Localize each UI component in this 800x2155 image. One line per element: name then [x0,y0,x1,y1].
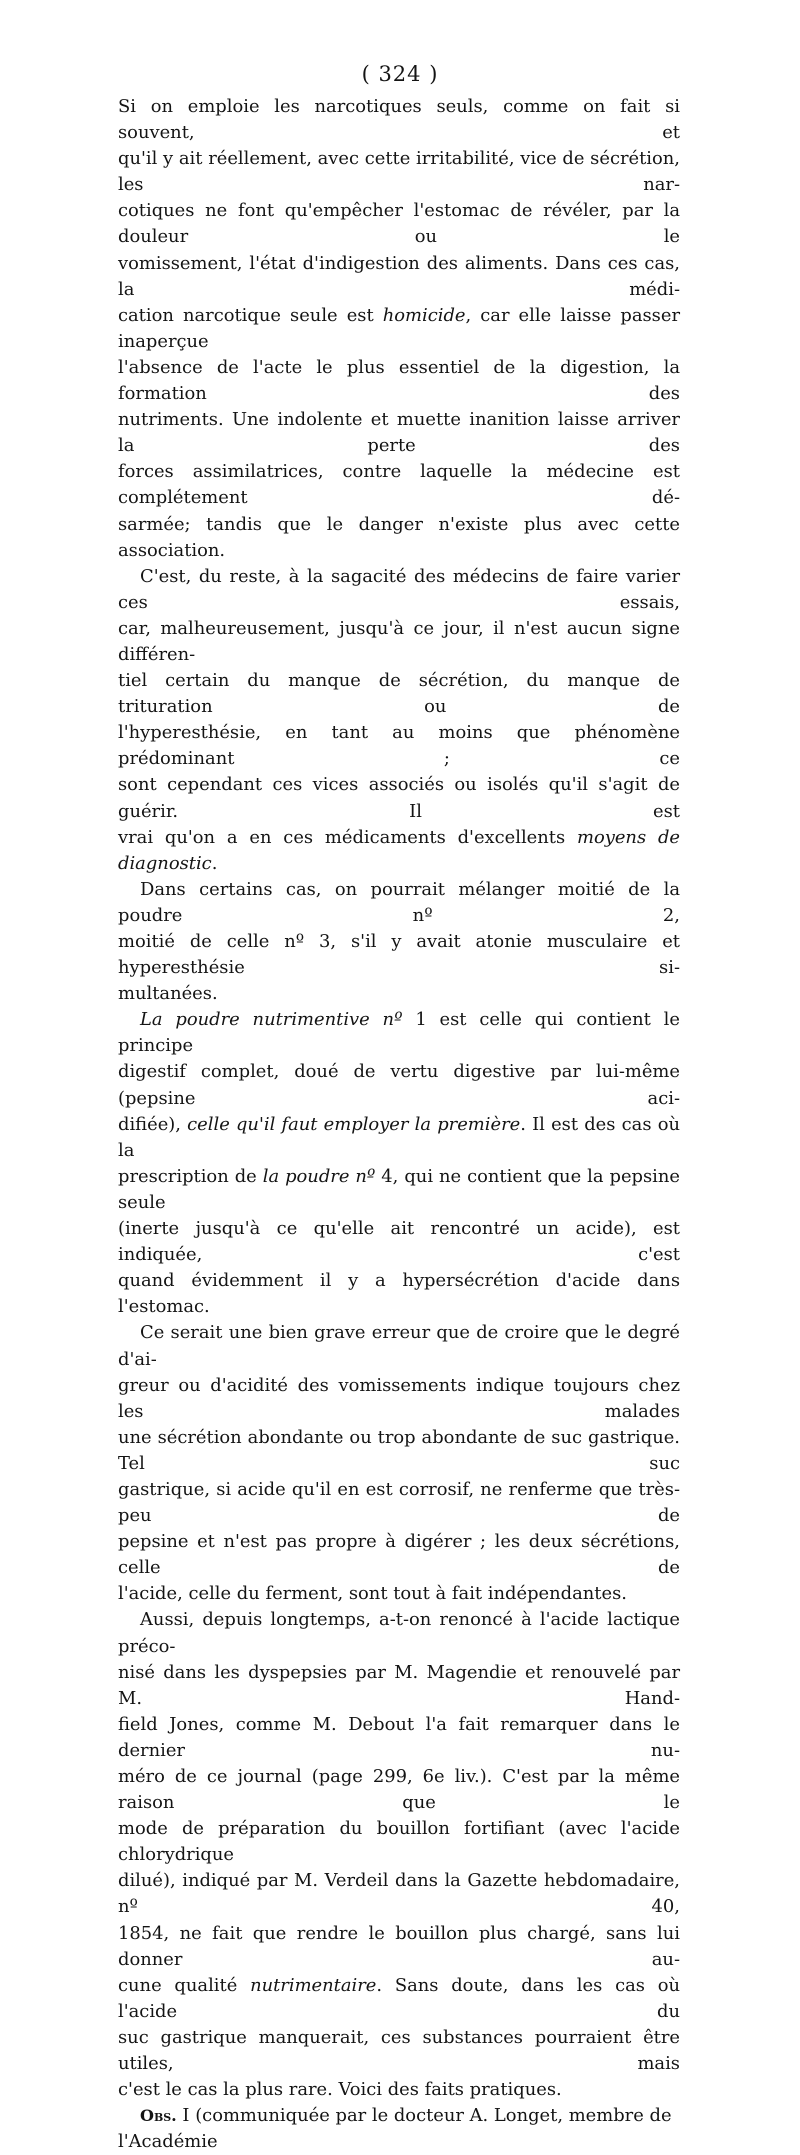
text-line [118,772,680,824]
text-run: multanées. [118,983,218,1005]
text-run: quand évidemment il y a hypersécrétion d'acide dans l'estomac. [118,1270,680,1318]
text-run: cation narcotique seule est [118,304,383,326]
text-run: Si on emploie les narcotiques seuls, comme on fait si souvent, et [118,96,680,144]
text-run: dilué), indiqué par M. Verdeil dans la Gazette hebdomadaire, nº 40, [118,1870,680,1918]
text-run: prescription de [118,1165,263,1187]
italic-run: homicide [382,304,466,326]
text-line [118,1268,680,1320]
text-run: l'acide, celle du ferment, sont tout à fait indépendantes. [118,1583,627,1605]
text-line [118,1477,680,1529]
italic-run: La poudre nutrimentive nº [140,1009,403,1031]
text-line [118,1373,680,1425]
text-run: cotiques ne font qu'empêcher l'estomac de révéler, par la douleur ou le [118,200,680,248]
italic-run: nutrimentaire [250,1974,377,1996]
text-run: sont cependant ces vices associés ou isolés qu'il s'agit de guérir. Il est [118,774,680,822]
text-line [118,355,680,407]
text-run: 4, qui ne contient que la pepsine seule [118,1165,680,1213]
text-run: vrai qu'on a en ces médicaments d'excellents [118,826,577,848]
text-run: nutriments. Une indolente et muette inanition laisse arriver la perte des [118,409,680,457]
obs-text: I (communiquée par le docteur A. Longet, membre de l'Académie [118,2105,672,2153]
text-line [118,720,680,772]
text-line [118,1921,680,1973]
text-run: . [211,852,218,874]
text-run: moitié de celle nº 3, s'il y avait atonie musculaire et hyperesthésie si- [118,931,680,979]
text-run: greur ou d'acidité des vomissements indique toujours chez les malades [118,1374,680,1422]
text-run: forces assimilatrices, contre laquelle la médecine est complétement dé- [118,461,680,509]
text-line [118,459,680,511]
text-line [118,564,680,616]
obs-label: Obs. [140,2106,177,2126]
text-line [118,251,680,303]
text-run: Ce serait une bien grave erreur que de croire que le degré d'ai- [118,1322,680,1370]
text-run: sarmée; tandis que le danger n'existe plus avec cette association. [118,513,680,561]
text-line [118,1007,680,1059]
text-line [118,616,680,668]
text-run: suc gastrique manquerait, ces substances pourraient être utiles, mais [118,2026,680,2075]
text-run: pepsine et n'est pas propre à digérer ; les deux sécrétions, celle de [118,1531,680,1579]
text-line [118,2077,680,2103]
text-run: . Il est des cas où la [118,1113,680,1161]
text-line [118,198,680,250]
text-line [118,407,680,459]
text-line [118,1164,680,1216]
text-line [118,929,680,981]
text-run: c'est le cas la plus rare. Voici des faits pratiques. [118,2079,562,2101]
text-run: l'hyperesthésie, en tant au moins que phénomène prédominant ; ce [118,722,680,770]
text-line [118,1581,680,1607]
text-run: field Jones, comme M. Debout l'a fait remarquer dans le dernier nu- [118,1713,680,1761]
body-text [118,94,680,2155]
text-line [118,1059,680,1111]
text-line [118,1425,680,1477]
text-run: tiel certain du manque de sécrétion, du manque de trituration ou de [118,670,680,718]
text-line [118,512,680,564]
text-run: Aussi, depuis longtemps, a-t-on renoncé à l'acide lactique préco- [118,1609,680,1657]
text-line [118,1764,680,1816]
text-run: . Sans doute, dans les cas où l'acide du [118,1974,680,2022]
text-run: 1854, ne fait que rendre le bouillon plus chargé, sans lui donner au- [118,1922,680,1970]
text-line [118,1973,680,2025]
text-run: , car elle laisse passer inaperçue [118,304,680,352]
text-run: digestif complet, doué de vertu digestive par lui-même (pepsine aci- [118,1061,680,1109]
text-run: une sécrétion abondante ou trop abondante de suc gastrique. Tel suc [118,1426,680,1474]
text-run: gastrique, si acide qu'il en est corrosif, ne renferme que très-peu de [118,1478,680,1527]
text-line [118,1712,680,1764]
italic-run: celle qu'il faut employer la première [187,1113,521,1135]
text-line [118,1112,680,1164]
text-line [118,877,680,929]
text-line [118,2025,680,2077]
obs-line [118,2103,680,2155]
text-run: cune qualité [118,1974,251,1996]
page-number: ( 324 ) [361,62,439,86]
text-run: (inerte jusqu'à ce qu'elle ait rencontré un acide), est indiquée, c'est [118,1218,680,1266]
text-line [118,1660,680,1712]
text-line [118,94,680,146]
text-run: mode de préparation du bouillon fortifiant (avec l'acide chlorydrique [118,1818,680,1866]
text-run: car, malheureusement, jusqu'à ce jour, il n'est aucun signe différen- [118,617,680,665]
text-run: méro de ce journal (page 299, 6e liv.). C'est par la même raison que le [118,1766,680,1814]
text-line [118,303,680,355]
text-run: Dans certains cas, on pourrait mélanger moitié de la poudre nº 2, [118,878,680,926]
text-line [118,1868,680,1920]
text-run: difiée), [118,1113,188,1135]
italic-run: la poudre nº [262,1165,376,1187]
text-line [118,1607,680,1659]
text-line [118,981,680,1007]
text-run: 1 est celle qui contient le principe [118,1009,680,1057]
text-run: l'absence de l'acte le plus essentiel de la digestion, la formation des [118,356,680,405]
italic-run: moyens de diagnostic [118,826,680,874]
text-run: qu'il y ait réellement, avec cette irritabilité, vice de sécrétion, les nar- [118,148,680,196]
text-line [118,668,680,720]
text-line [118,1816,680,1868]
text-line [118,1216,680,1268]
text-run: vomissement, l'état d'indigestion des aliments. Dans ces cas, la médi- [118,252,680,300]
text-line [118,825,680,877]
text-line [118,146,680,198]
text-run: C'est, du reste, à la sagacité des médecins de faire varier ces essais, [118,565,680,613]
text-run: nisé dans les dyspepsies par M. Magendie et renouvelé par M. Hand- [118,1661,680,1709]
text-line [118,1320,680,1372]
text-line [118,1529,680,1581]
